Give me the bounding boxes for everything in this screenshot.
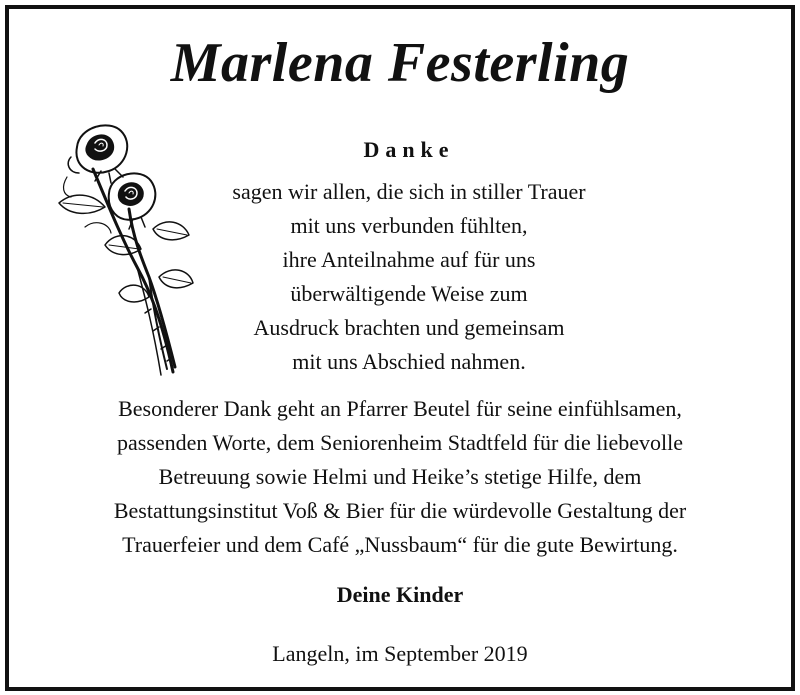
deceased-name: Marlena Festerling (170, 32, 630, 94)
special-thanks-line: passenden Worte, dem Seniorenheim Stadtfeld für die liebevolle (117, 430, 683, 455)
thanks-heading: Danke (363, 137, 455, 162)
thanks-line: ihre Anteilnahme auf für uns (282, 247, 536, 272)
thanks-line: sagen wir allen, die sich in stiller Trauer (232, 179, 586, 204)
special-thanks-line: Betreuung sowie Helmi und Heike’s stetige Hilfe, dem (158, 464, 642, 489)
special-thanks-line: Bestattungsinstitut Voß & Bier für die würdevolle Gestaltung der (113, 498, 687, 523)
signature: Deine Kinder (336, 582, 464, 607)
thanks-line: mit uns verbunden fühlten, (290, 213, 528, 238)
obituary-notice (5, 5, 795, 691)
special-thanks-line: Besonderer Dank geht an Pfarrer Beutel für seine einfühlsamen, (118, 396, 682, 421)
thanks-line: mit uns Abschied nahmen. (292, 349, 526, 374)
special-thanks-text (9, 392, 791, 562)
special-thanks-line: Trauerfeier und dem Café „Nussbaum“ für die gute Bewirtung. (122, 532, 678, 557)
thanks-text (174, 175, 644, 379)
thanks-line: Ausdruck brachten und gemeinsam (253, 315, 565, 340)
thanks-line: überwältigende Weise zum (290, 281, 528, 306)
place-date: Langeln, im September 2019 (272, 641, 528, 666)
